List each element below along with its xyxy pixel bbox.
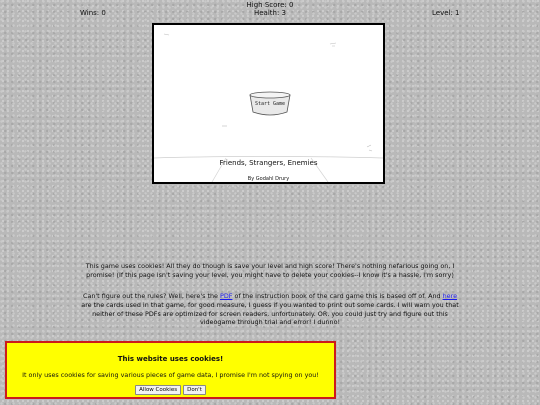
horizon-line	[154, 157, 383, 159]
scene-speck	[330, 43, 336, 46]
game-canvas[interactable]	[152, 23, 385, 184]
cookie-banner-text: It only uses cookies for saving various pieces of game data, I promise I'm not spying on you!	[22, 371, 319, 379]
cards-here-link[interactable]: here	[442, 292, 457, 300]
health-counter: Health: 3	[253, 9, 287, 17]
game-author: By Godahl Drury	[247, 176, 290, 182]
rules-end-text: are the cards used in that game, for good measure, I guess if you wanted to print out some cards. I will warn you that neither of these PDFs are optimized for screen readers, unfortunately. OR, you could just try and figure out this videogame through trial and error! I dunno!	[81, 300, 459, 327]
rules-mid-text: of the instruction book of the card game this is based off of. And	[232, 292, 443, 300]
scene-speck	[367, 145, 372, 151]
cookie-banner-title: This website uses cookies!	[117, 355, 224, 363]
pdf-link[interactable]: PDF	[219, 292, 233, 300]
level-indicator: Level: 1	[432, 9, 460, 17]
game-title: Friends, Strangers, Enemies	[219, 159, 318, 167]
allow-cookies-button[interactable]: Allow Cookies	[135, 385, 181, 395]
rules-paragraph	[78, 292, 462, 327]
cookie-notice-paragraph: This game uses cookies! All they do though is save your level and high score! There's nothing nefarious going on, I promise! (If this page isn't saving your level, you might have to delete your cookies--I know it's a hassle, I'm sorry)	[85, 262, 455, 279]
start-game-button[interactable]: Start Game	[254, 101, 286, 107]
wins-counter: Wins: 0	[80, 9, 106, 17]
scene-speck	[164, 34, 169, 35]
cookie-button-row	[7, 385, 334, 395]
deny-cookies-button[interactable]: Don't	[183, 385, 206, 395]
cookie-banner	[5, 341, 336, 399]
rules-intro-text: Can't figure out the rules? Well, here's the	[82, 292, 220, 300]
high-score: High Score: 0	[246, 1, 294, 9]
